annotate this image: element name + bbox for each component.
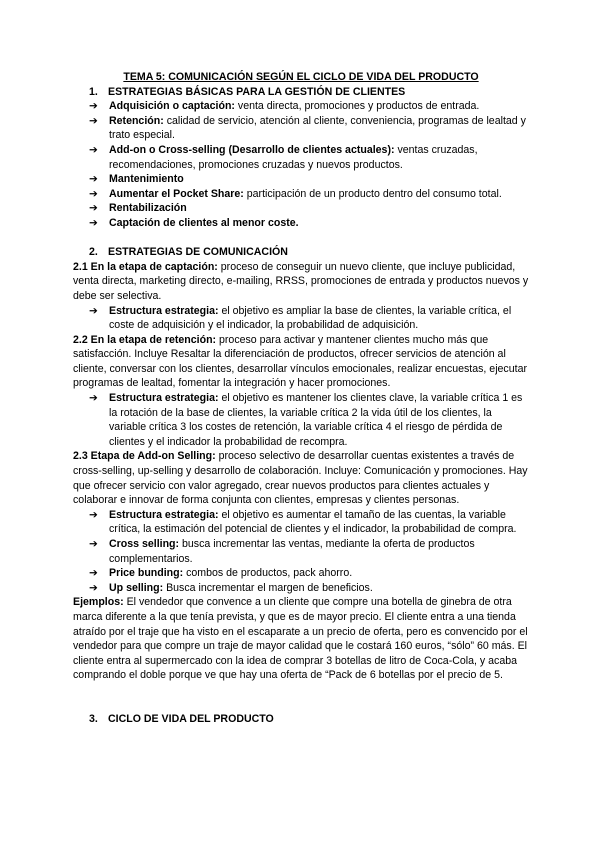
item-bold: Mantenimiento xyxy=(109,173,184,186)
paragraph-text: El vendedor que convence a un cliente que compre una botella de ginebra de otra marca diferente a la que tenía prevista, y que es de mayor precio. El cliente entra a una tienda atraído por el traje que ha visto en el escaparate a un precio de oferta, pero es convencido por el vendedor para que compre un traje de mayor calidad que le costará 160 euros, “sólo” 60 más. El cliente entra al supermercado con la idea de comprar 3 botellas de litro de Coca-Cola, y acaba comprando el doble porque ve que hay una oferta de “Pack de 6 botellas por el precio de 5. xyxy=(73,596,528,682)
list-item xyxy=(73,581,529,596)
list-item xyxy=(73,187,529,202)
paragraph-text: proceso para activar y mantener clientes mucho más que satisfacción. Incluye Resaltar la diferenciación de productos, ofrecer servicios de atención al cliente, conversar con los clientes, desarrollar vínculos emocionales, realizar encuestas, ejecutar programas de lealtad, fomentar la integración y hacer promociones. xyxy=(73,333,527,390)
section-2-heading xyxy=(73,245,529,260)
list-item xyxy=(73,114,529,143)
paragraph-2-1 xyxy=(73,260,529,304)
arrow-icon: ➔ xyxy=(89,392,98,405)
item-bold: Adquisición o captación: xyxy=(109,100,235,113)
list-item xyxy=(73,172,529,187)
section-number: 2. xyxy=(89,246,98,259)
paragraph-lead: 2.2 En la etapa de retención: xyxy=(73,333,217,346)
list-item xyxy=(73,304,529,333)
item-bold: Up selling: xyxy=(109,581,164,594)
item-text: calidad de servicio, atención al cliente, conveniencia, programas de lealtad y trato especial. xyxy=(109,114,526,142)
list-item xyxy=(73,216,529,231)
section-title: ESTRATEGIAS DE COMUNICACIÓN xyxy=(108,246,288,259)
arrow-icon: ➔ xyxy=(89,100,98,113)
item-text: combos de productos, pack ahorro. xyxy=(183,567,353,580)
list-item xyxy=(73,99,529,114)
section-number: 1. xyxy=(89,85,98,98)
item-text: Busca incrementar el margen de beneficios. xyxy=(163,581,373,594)
list-item xyxy=(73,143,529,172)
paragraph-2-1-list xyxy=(73,304,529,333)
item-bold: Price bunding: xyxy=(109,567,184,580)
arrow-icon: ➔ xyxy=(89,187,98,200)
arrow-icon: ➔ xyxy=(89,567,98,580)
section-1-list xyxy=(73,99,529,230)
paragraph-2-3 xyxy=(73,449,529,507)
list-item xyxy=(73,566,529,581)
paragraph-2-3-list xyxy=(73,508,529,596)
item-bold: Estructura estrategia: xyxy=(109,304,219,317)
arrow-icon: ➔ xyxy=(89,304,98,317)
item-bold: Aumentar el Pocket Share: xyxy=(109,187,244,200)
document-title: TEMA 5: COMUNICACIÓN SEGÚN EL CICLO DE VIDA DEL PRODUCTO xyxy=(123,71,479,83)
paragraph-lead: 2.3 Etapa de Add-on Selling: xyxy=(73,450,216,463)
arrow-icon: ➔ xyxy=(89,216,98,229)
item-text: ventas cruzadas, recomendaciones, promociones cruzadas y nuevos productos. xyxy=(109,143,478,171)
section-title: CICLO DE VIDA DEL PRODUCTO xyxy=(108,712,274,725)
arrow-icon: ➔ xyxy=(89,114,98,127)
paragraph-lead: 2.1 En la etapa de captación: xyxy=(73,260,218,273)
item-bold: Estructura estrategia: xyxy=(109,508,219,521)
arrow-icon: ➔ xyxy=(89,508,98,521)
list-item xyxy=(73,537,529,566)
item-bold: Cross selling: xyxy=(109,538,180,550)
paragraph-2-2 xyxy=(73,333,529,391)
item-bold: Rentabilización xyxy=(109,202,187,215)
paragraph-2-2-list xyxy=(73,391,529,449)
item-text: participación de un producto dentro del consumo total. xyxy=(243,187,502,200)
arrow-icon: ➔ xyxy=(89,538,98,550)
item-text: busca incrementar las ventas, mediante la oferta de productos complementarios. xyxy=(109,538,475,565)
spacer xyxy=(73,683,529,712)
paragraph-text: proceso de conseguir un nuevo cliente, que incluye publicidad, venta directa, marketing directo, e-mailing, RRSS, promociones de entrada y productos nuevos y debe ser selectiva. xyxy=(73,260,529,302)
item-text: venta directa, promociones y productos de entrada. xyxy=(234,100,480,113)
arrow-icon: ➔ xyxy=(89,581,98,594)
document-page xyxy=(73,70,529,727)
spacer xyxy=(73,231,529,246)
list-item xyxy=(73,508,529,537)
list-item xyxy=(73,201,529,216)
item-text: el objetivo es ampliar la base de clientes, la variable crítica, el coste de adquisición y el indicador, la probabilidad de adquisición. xyxy=(109,304,512,332)
section-title: ESTRATEGIAS BÁSICAS PARA LA GESTIÓN DE CLIENTES xyxy=(108,85,406,98)
list-item xyxy=(73,391,529,449)
arrow-icon: ➔ xyxy=(89,202,98,215)
item-bold: Add-on o Cross-selling (Desarrollo de clientes actuales): xyxy=(109,143,395,156)
section-1-heading xyxy=(73,85,529,100)
item-bold: Retención: xyxy=(109,114,164,127)
section-number: 3. xyxy=(89,712,98,725)
item-text: el objetivo es mantener los clientes clave, la variable crítica 1 es la rotación de la base de clientes, la variable crítica 2 la vida útil de los clientes, la variable crítica 3 los costes de retención, la variable crítica 4 el riesgo de pérdida de clientes y el indicador la probabilidad de recompra. xyxy=(109,392,523,448)
arrow-icon: ➔ xyxy=(89,143,98,156)
item-bold: Captación de clientes al menor coste. xyxy=(109,216,299,229)
section-3-heading xyxy=(73,712,529,727)
arrow-icon: ➔ xyxy=(89,173,98,186)
paragraph-text: proceso selectivo de desarrollar cuentas existentes a través de cross-selling, up-selling y desarrollo de colaboración. Incluye: Comunicación y promociones. Hay que ofrecer servicio con valor agregado, crear nuevos productos para clientes actuales y colaborar e innovar de forma conjunta con clientes, empresas y clientes personas. xyxy=(73,450,528,507)
examples-paragraph xyxy=(73,595,529,683)
paragraph-lead: Ejemplos: xyxy=(73,596,124,609)
item-bold: Estructura estrategia: xyxy=(109,392,219,405)
item-text: el objetivo es aumentar el tamaño de las cuentas, la variable crítica, la estimación del potencial de clientes y el indicador, la probabilidad de compra. xyxy=(109,508,517,536)
